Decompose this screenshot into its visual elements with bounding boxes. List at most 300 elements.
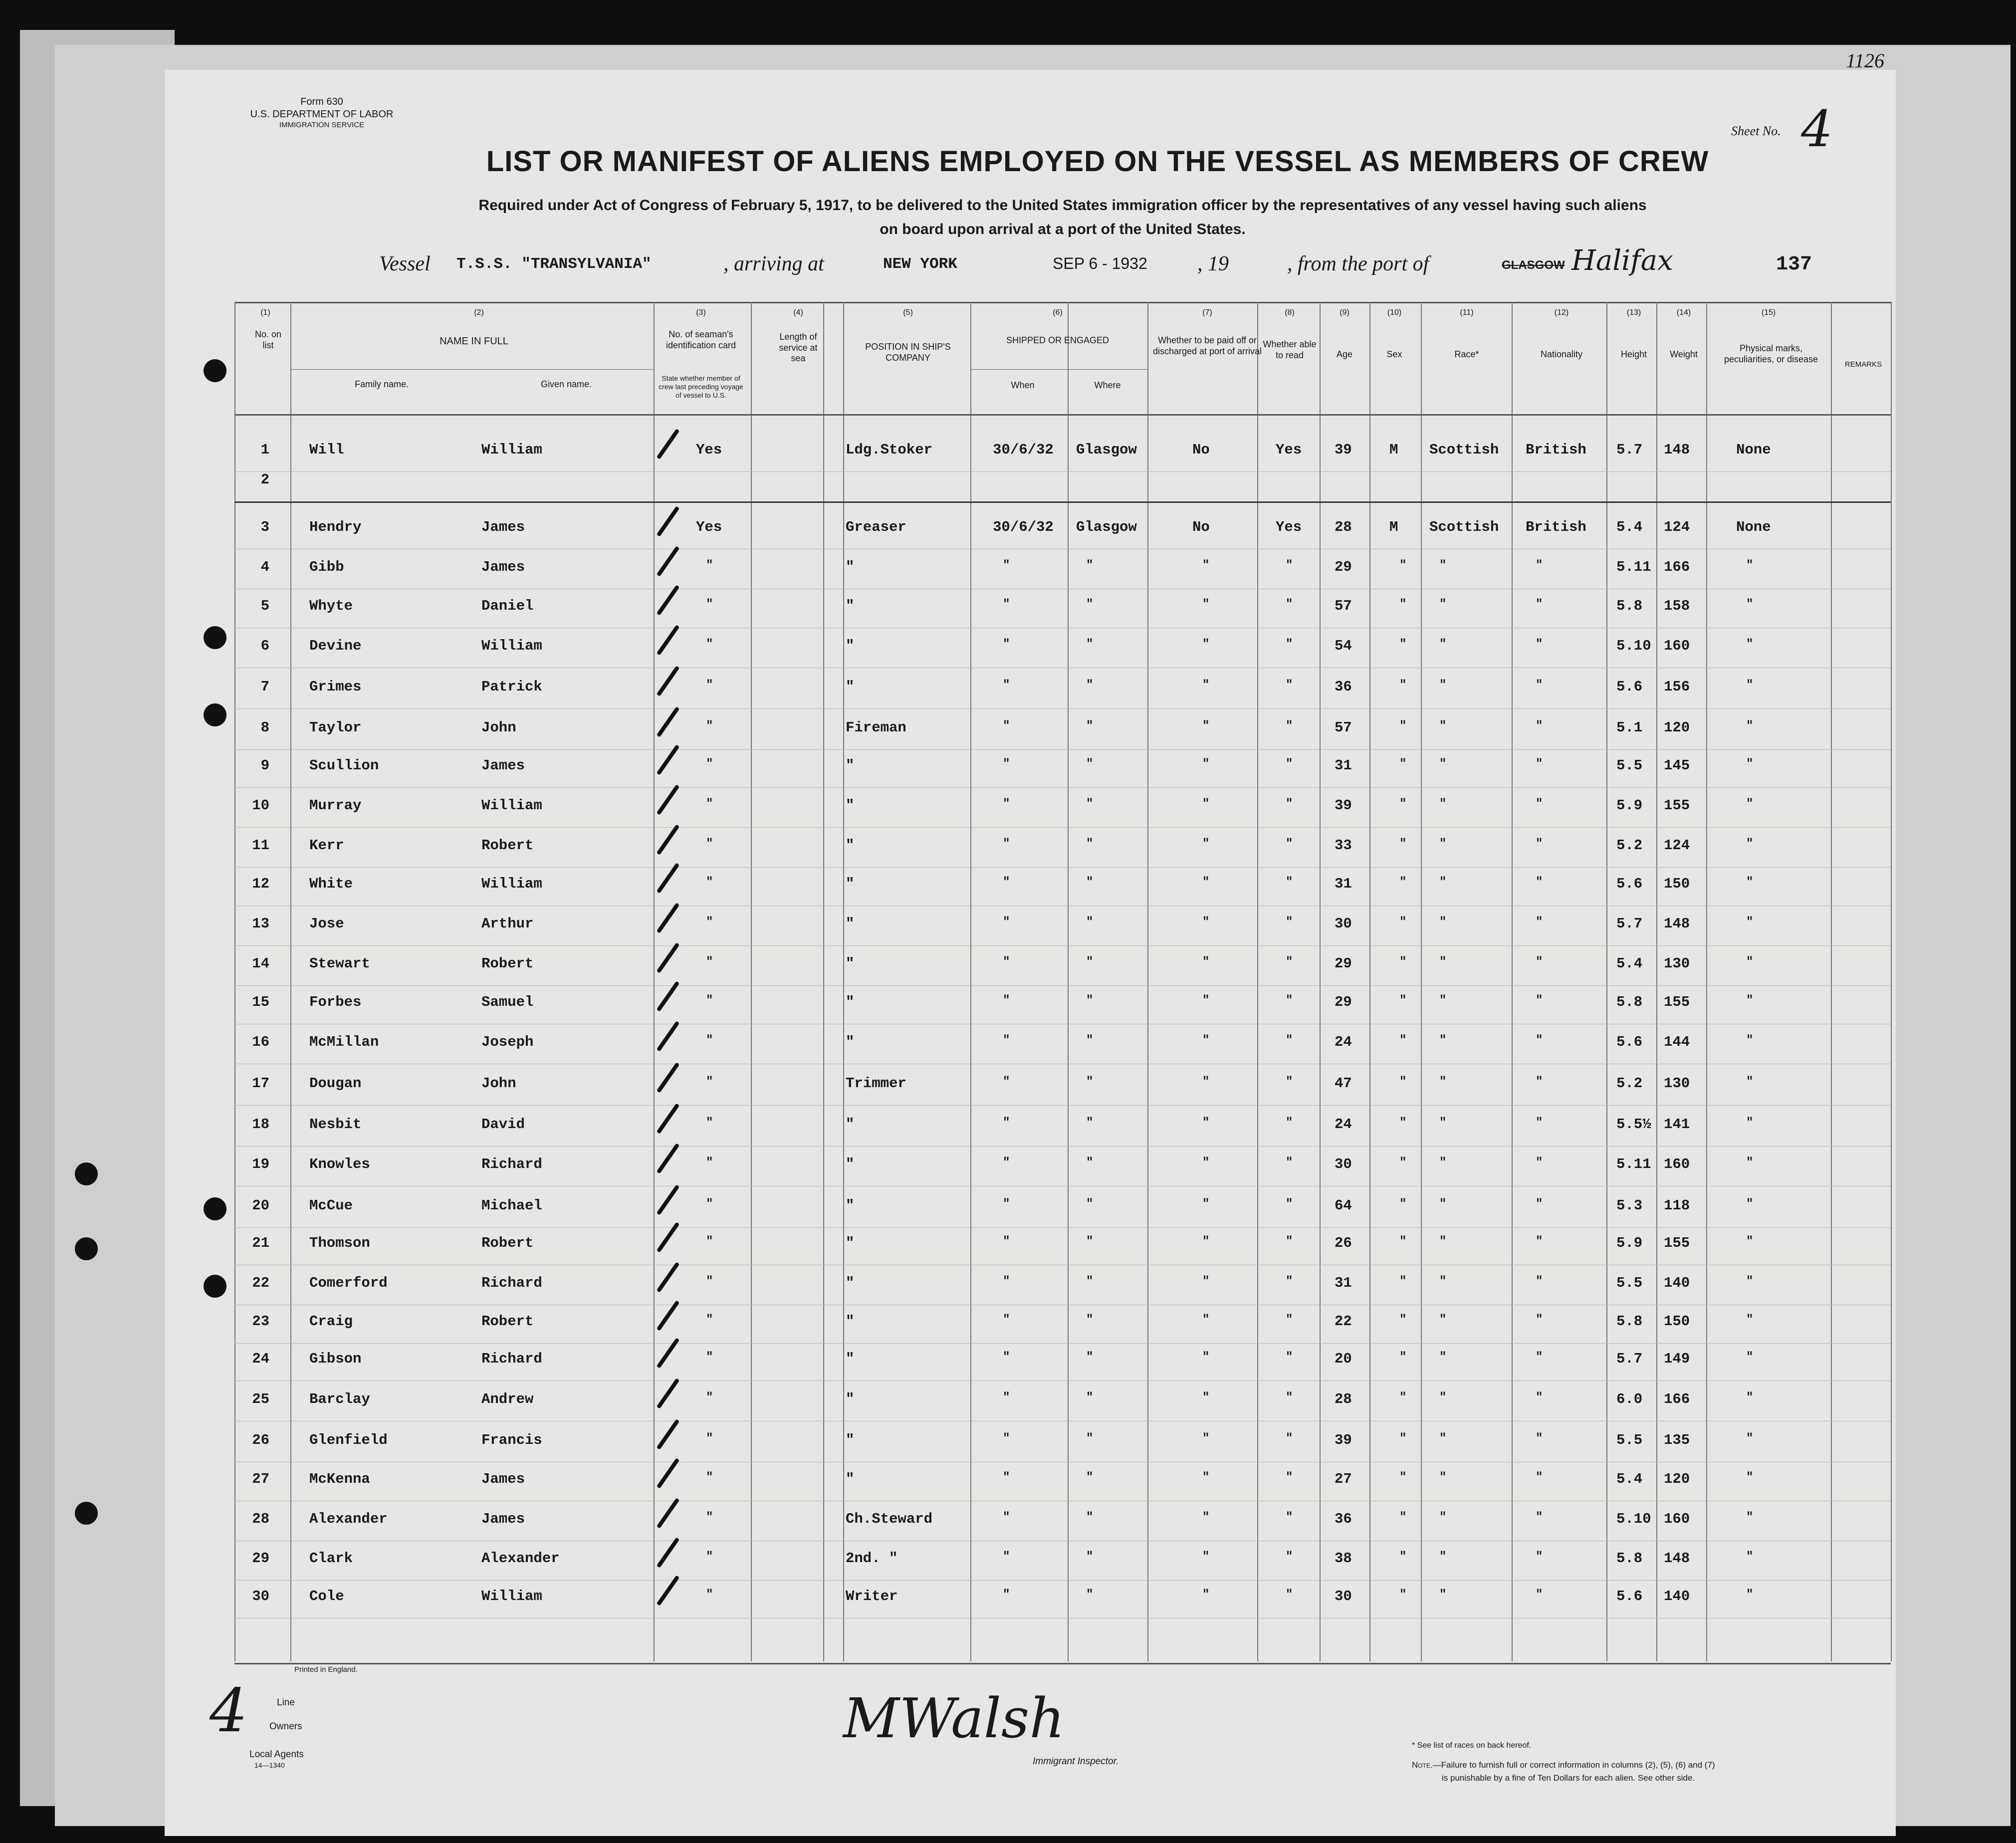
- cell-weight: 140: [1664, 1275, 1690, 1291]
- note-text-2: is punishable by a fine of Ten Dollars for each alien. See other side.: [1442, 1773, 1695, 1783]
- cell-no: 12: [252, 876, 269, 892]
- cell-height: 5.10: [1616, 638, 1651, 654]
- cell-paid: ": [1202, 1351, 1210, 1364]
- cell-sex: ": [1399, 876, 1407, 889]
- cell-sex: ": [1399, 1313, 1407, 1327]
- cell-age: 39: [1335, 442, 1352, 458]
- row-rule: [234, 1227, 1891, 1228]
- cell-family: Thomson: [309, 1235, 370, 1251]
- row-rule: [234, 827, 1891, 828]
- remarks-label: REMARKS: [1844, 360, 1882, 369]
- column-rule: [1257, 302, 1258, 1661]
- cell-family: Grimes: [309, 679, 362, 695]
- cell-given: Alexander: [481, 1550, 560, 1567]
- column-rule: [1147, 302, 1148, 1661]
- cell-height: 5.6: [1616, 1034, 1643, 1050]
- cell-race: ": [1439, 955, 1447, 969]
- cell-nat: ": [1536, 1156, 1543, 1169]
- cell-read: ": [1286, 757, 1293, 771]
- form-header: [239, 96, 404, 130]
- cell-sex: ": [1399, 1075, 1407, 1089]
- cell-race: ": [1439, 719, 1447, 733]
- cell-given: Robert: [481, 1313, 534, 1330]
- cell-height: 5.11: [1616, 1156, 1651, 1172]
- cell-position: ": [846, 876, 855, 892]
- cell-age: 39: [1335, 1432, 1352, 1448]
- cell-position: 2nd. ": [846, 1550, 898, 1567]
- cell-height: 5.10: [1616, 1511, 1651, 1527]
- cell-where: ": [1086, 598, 1094, 611]
- cell-when: ": [1003, 719, 1010, 733]
- cell-where: ": [1086, 797, 1094, 811]
- row-rule: [234, 787, 1891, 788]
- cell-card: ": [706, 719, 713, 733]
- cell-weight: 120: [1664, 1471, 1690, 1487]
- cell-marks: ": [1746, 1351, 1754, 1364]
- from-port-label: , from the port of: [1287, 252, 1429, 275]
- cell-read: ": [1286, 1116, 1293, 1130]
- subtitle-line-2: on board upon arrival at a port of the United States.: [880, 221, 1246, 237]
- cell-age: 28: [1335, 1391, 1352, 1407]
- cell-marks: ": [1746, 1511, 1754, 1524]
- subtitle: [389, 194, 1736, 241]
- cell-card: ": [706, 1034, 713, 1047]
- cell-weight: 156: [1664, 679, 1690, 695]
- vessel-label: Vessel: [379, 252, 431, 275]
- cell-no: 18: [252, 1116, 269, 1133]
- col-13-num: (13): [1626, 308, 1641, 317]
- punch-hole: [204, 1197, 226, 1220]
- cell-card: ": [706, 994, 713, 1007]
- col-1-num: (1): [260, 308, 270, 317]
- cell-position: ": [846, 679, 855, 695]
- cell-given: William: [481, 876, 542, 892]
- cell-sex: ": [1399, 757, 1407, 771]
- cell-no: 24: [252, 1351, 269, 1367]
- col-15-label: Physical marks, peculiarities, or disease: [1724, 343, 1818, 364]
- col-9-label: Age: [1336, 349, 1353, 359]
- cell-no: 27: [252, 1471, 269, 1487]
- cell-weight: 124: [1664, 519, 1690, 535]
- cell-when: ": [1003, 559, 1010, 572]
- cell-paid: ": [1202, 1116, 1210, 1130]
- cell-paid: ": [1202, 1275, 1210, 1288]
- cell-position: Greaser: [846, 519, 906, 535]
- cell-no: 15: [252, 994, 269, 1010]
- cell-nat: ": [1536, 1471, 1543, 1484]
- cell-age: 27: [1335, 1471, 1352, 1487]
- cell-race: ": [1439, 1156, 1447, 1169]
- cell-race: ": [1439, 1235, 1447, 1248]
- manifest-number: 137: [1776, 253, 1812, 276]
- cell-height: 6.0: [1616, 1391, 1643, 1407]
- column-rule: [290, 302, 291, 1661]
- col-10-label: Sex: [1386, 349, 1402, 359]
- cell-family: McCue: [309, 1197, 353, 1214]
- cell-weight: 148: [1664, 916, 1690, 932]
- cell-read: ": [1286, 1034, 1293, 1047]
- cell-given: Michael: [481, 1197, 542, 1214]
- cell-where: ": [1086, 1432, 1094, 1445]
- cell-weight: 141: [1664, 1116, 1690, 1133]
- cell-paid: ": [1202, 916, 1210, 929]
- cell-read: ": [1286, 1391, 1293, 1404]
- cell-given: Richard: [481, 1156, 542, 1172]
- cell-card: ": [706, 1391, 713, 1404]
- cell-card: ": [706, 797, 713, 811]
- cell-marks: ": [1746, 1156, 1754, 1169]
- cell-age: 31: [1335, 876, 1352, 892]
- cell-weight: 120: [1664, 719, 1690, 736]
- cell-read: ": [1286, 1275, 1293, 1288]
- cell-when: ": [1003, 1197, 1010, 1211]
- row-rule: [234, 501, 1891, 503]
- cell-paid: ": [1202, 679, 1210, 692]
- cell-height: 5.4: [1616, 1471, 1643, 1487]
- cell-given: James: [481, 1511, 525, 1527]
- cell-race: ": [1439, 1197, 1447, 1211]
- cell-position: Ldg.Stoker: [846, 442, 933, 458]
- column-rule: [751, 302, 752, 1661]
- punch-hole: [204, 1275, 226, 1298]
- cell-where: ": [1086, 876, 1094, 889]
- cell-weight: 144: [1664, 1034, 1690, 1050]
- cell-age: 38: [1335, 1550, 1352, 1567]
- cell-family: Devine: [309, 638, 362, 654]
- cell-age: 30: [1335, 1588, 1352, 1605]
- service: IMMIGRATION SERVICE: [279, 121, 365, 129]
- cell-given: James: [481, 559, 525, 575]
- owners-label: Owners: [269, 1721, 302, 1732]
- vessel-name: T.S.S. "TRANSYLVANIA": [456, 255, 652, 273]
- cell-card: ": [706, 1075, 713, 1089]
- cell-when: ": [1003, 797, 1010, 811]
- cell-position: Trimmer: [846, 1075, 906, 1092]
- col-5-num: (5): [903, 308, 913, 317]
- cell-age: 20: [1335, 1351, 1352, 1367]
- cell-marks: ": [1746, 994, 1754, 1007]
- cell-height: 5.1: [1616, 719, 1643, 736]
- cell-marks: ": [1746, 1391, 1754, 1404]
- cell-age: 33: [1335, 837, 1352, 854]
- cell-sex: ": [1399, 994, 1407, 1007]
- cell-position: ": [846, 1116, 855, 1133]
- cell-given: Patrick: [481, 679, 542, 695]
- cell-race: ": [1439, 1550, 1447, 1564]
- cell-given: William: [481, 1588, 542, 1605]
- cell-position: ": [846, 559, 855, 575]
- cell-nat: ": [1536, 1351, 1543, 1364]
- cell-when: ": [1003, 679, 1010, 692]
- col-13-label: Height: [1620, 349, 1647, 359]
- cell-when: ": [1003, 1156, 1010, 1169]
- cell-no: 26: [252, 1432, 269, 1448]
- cell-given: Joseph: [481, 1034, 534, 1050]
- cell-race: ": [1439, 1351, 1447, 1364]
- cell-where: Glasgow: [1076, 442, 1137, 458]
- cell-family: Knowles: [309, 1156, 370, 1172]
- cell-card: ": [706, 638, 713, 651]
- cell-race: ": [1439, 1471, 1447, 1484]
- cell-sex: ": [1399, 638, 1407, 651]
- printed-in: Printed in England.: [294, 1665, 358, 1674]
- cell-paid: ": [1202, 1391, 1210, 1404]
- col-4-num: (4): [793, 308, 803, 317]
- cell-marks: ": [1746, 1116, 1754, 1130]
- cell-paid: ": [1202, 559, 1210, 572]
- sheet-number: 4: [1801, 100, 1833, 158]
- cell-paid: ": [1202, 719, 1210, 733]
- cell-family: Alexander: [309, 1511, 388, 1527]
- cell-given: Arthur: [481, 916, 534, 932]
- inspector-label: Immigrant Inspector.: [1033, 1756, 1119, 1767]
- cell-position: ": [846, 1432, 855, 1448]
- cell-race: ": [1439, 559, 1447, 572]
- cell-sex: ": [1399, 797, 1407, 811]
- cell-when: ": [1003, 1275, 1010, 1288]
- cell-nat: ": [1536, 1275, 1543, 1288]
- cell-family: White: [309, 876, 353, 892]
- cell-paid: ": [1202, 1313, 1210, 1327]
- row-rule: [234, 1146, 1891, 1147]
- cell-sex: ": [1399, 1116, 1407, 1130]
- cell-when: ": [1003, 638, 1010, 651]
- cell-where: ": [1086, 1471, 1094, 1484]
- cell-height: 5.5½: [1616, 1116, 1651, 1133]
- row-rule: [234, 471, 1891, 472]
- cell-sex: ": [1399, 1156, 1407, 1169]
- cell-read: ": [1286, 679, 1293, 692]
- cell-read: ": [1286, 1550, 1293, 1564]
- cell-family: Whyte: [309, 598, 353, 614]
- col-11-label: Race*: [1454, 349, 1479, 359]
- cell-weight: 130: [1664, 1075, 1690, 1092]
- col-8-label: Whether able to read: [1263, 339, 1317, 360]
- punch-hole: [204, 359, 226, 382]
- page-title: LIST OR MANIFEST OF ALIENS EMPLOYED ON THE VESSEL AS MEMBERS OF CREW: [486, 145, 1709, 178]
- cell-weight: 166: [1664, 1391, 1690, 1407]
- cell-family: Craig: [309, 1313, 353, 1330]
- cell-when: ": [1003, 1432, 1010, 1445]
- cell-race: ": [1439, 837, 1447, 851]
- cell-where: ": [1086, 638, 1094, 651]
- cell-card: ": [706, 837, 713, 851]
- col-1-label: No. on list: [254, 329, 282, 350]
- punch-hole: [75, 1162, 98, 1185]
- cell-marks: ": [1746, 1588, 1754, 1602]
- cell-position: ": [846, 994, 855, 1010]
- column-rule: [970, 302, 971, 1661]
- cell-family: Kerr: [309, 837, 344, 854]
- cell-nat: ": [1536, 916, 1543, 929]
- cell-nat: ": [1536, 679, 1543, 692]
- cell-weight: 158: [1664, 598, 1690, 614]
- cell-given: David: [481, 1116, 525, 1133]
- header-rule: [290, 369, 654, 370]
- cell-family: Murray: [309, 797, 362, 814]
- cell-no: 14: [252, 955, 269, 972]
- col-2-label: NAME IN FULL: [440, 336, 508, 347]
- cell-weight: 149: [1664, 1351, 1690, 1367]
- cell-marks: ": [1746, 679, 1754, 692]
- cell-height: 5.3: [1616, 1197, 1643, 1214]
- note-label: Note.: [1412, 1760, 1433, 1770]
- cell-where: ": [1086, 1197, 1094, 1211]
- cell-weight: 160: [1664, 1511, 1690, 1527]
- cell-read: Yes: [1276, 442, 1302, 458]
- cell-sex: ": [1399, 916, 1407, 929]
- cell-given: Robert: [481, 1235, 534, 1251]
- cell-card: ": [706, 679, 713, 692]
- cell-given: Andrew: [481, 1391, 534, 1407]
- form-number: Form 630: [300, 96, 343, 107]
- cell-read: ": [1286, 1432, 1293, 1445]
- cell-position: ": [846, 1391, 855, 1407]
- cell-nat: ": [1536, 955, 1543, 969]
- cell-height: 5.6: [1616, 1588, 1643, 1605]
- cell-family: Stewart: [309, 955, 370, 972]
- cell-when: ": [1003, 1116, 1010, 1130]
- cell-given: Robert: [481, 837, 534, 854]
- agents-number: 14—1340: [254, 1761, 285, 1769]
- cell-no: 25: [252, 1391, 269, 1407]
- cell-paid: ": [1202, 797, 1210, 811]
- cell-race: ": [1439, 598, 1447, 611]
- cell-nat: ": [1536, 638, 1543, 651]
- cell-given: Richard: [481, 1275, 542, 1291]
- cell-marks: ": [1746, 1034, 1754, 1047]
- cell-card: ": [706, 598, 713, 611]
- cell-no: 3: [260, 519, 269, 535]
- cell-paid: No: [1192, 442, 1210, 458]
- cell-card: ": [706, 916, 713, 929]
- cell-read: Yes: [1276, 519, 1302, 535]
- cell-no: 5: [260, 598, 269, 614]
- cell-card: ": [706, 1511, 713, 1524]
- cell-where: ": [1086, 994, 1094, 1007]
- cell-marks: ": [1746, 1550, 1754, 1564]
- cell-position: ": [846, 1197, 855, 1214]
- cell-height: 5.7: [1616, 1351, 1643, 1367]
- cell-marks: ": [1746, 1313, 1754, 1327]
- department: U.S. DEPARTMENT OF LABOR: [250, 109, 394, 120]
- cell-height: 5.7: [1616, 442, 1643, 458]
- row-rule: [234, 985, 1891, 986]
- cell-given: John: [481, 719, 516, 736]
- cell-weight: 160: [1664, 638, 1690, 654]
- cell-family: Hendry: [309, 519, 362, 535]
- cell-where: ": [1086, 1275, 1094, 1288]
- cell-nat: ": [1536, 757, 1543, 771]
- cell-nat: ": [1536, 1391, 1543, 1404]
- cell-sex: M: [1389, 519, 1398, 535]
- cell-position: ": [846, 1275, 855, 1291]
- cell-nat: ": [1536, 719, 1543, 733]
- cell-position: Ch.Steward: [846, 1511, 933, 1527]
- cell-family: Gibson: [309, 1351, 362, 1367]
- cell-weight: 155: [1664, 797, 1690, 814]
- corner-number: 1126: [1846, 49, 1885, 72]
- cell-family: McMillan: [309, 1034, 379, 1050]
- cell-marks: ": [1746, 757, 1754, 771]
- cell-age: 47: [1335, 1075, 1352, 1092]
- cell-when: ": [1003, 837, 1010, 851]
- cell-when: 30/6/32: [993, 519, 1054, 535]
- col-6-num: (6): [1053, 308, 1063, 317]
- cell-race: ": [1439, 1588, 1447, 1602]
- cell-marks: ": [1746, 797, 1754, 811]
- cell-height: 5.2: [1616, 837, 1643, 854]
- cell-sex: ": [1399, 719, 1407, 733]
- cell-race: ": [1439, 876, 1447, 889]
- cell-where: ": [1086, 559, 1094, 572]
- note-text: —Failure to furnish full or correct information in columns (2), (5), (6) and (7): [1432, 1760, 1715, 1770]
- cell-family: Clark: [309, 1550, 353, 1567]
- row-rule: [234, 867, 1891, 868]
- cell-when: ": [1003, 1313, 1010, 1327]
- cell-weight: 130: [1664, 955, 1690, 972]
- col-10-num: (10): [1387, 308, 1402, 317]
- cell-when: 30/6/32: [993, 442, 1054, 458]
- cell-marks: ": [1746, 719, 1754, 733]
- cell-height: 5.6: [1616, 679, 1643, 695]
- cell-paid: ": [1202, 1034, 1210, 1047]
- cell-marks: ": [1746, 876, 1754, 889]
- cell-race: Scottish: [1429, 519, 1499, 535]
- cell-paid: ": [1202, 638, 1210, 651]
- cell-when: ": [1003, 1235, 1010, 1248]
- cell-card: ": [706, 876, 713, 889]
- punch-hole: [75, 1237, 98, 1260]
- cell-age: 28: [1335, 519, 1352, 535]
- cell-position: ": [846, 1471, 855, 1487]
- punch-hole: [204, 626, 226, 649]
- col-6-where: Where: [1094, 380, 1121, 390]
- cell-when: ": [1003, 1034, 1010, 1047]
- cell-nat: ": [1536, 1116, 1543, 1130]
- cell-weight: 160: [1664, 1156, 1690, 1172]
- cell-race: ": [1439, 1313, 1447, 1327]
- cell-position: Fireman: [846, 719, 906, 736]
- cell-nat: ": [1536, 1034, 1543, 1047]
- cell-height: 5.4: [1616, 519, 1643, 535]
- cell-paid: ": [1202, 1432, 1210, 1445]
- cell-nat: ": [1536, 598, 1543, 611]
- subtitle-line-1: Required under Act of Congress of February 5, 1917, to be delivered to the United States immigration officer by the representatives of any vessel having such aliens: [478, 197, 1647, 214]
- cell-position: ": [846, 1235, 855, 1251]
- col-14-num: (14): [1676, 308, 1691, 317]
- cell-nat: ": [1536, 1432, 1543, 1445]
- cell-age: 54: [1335, 638, 1352, 654]
- col-6-label: SHIPPED OR ENGAGED: [1006, 335, 1110, 345]
- from-port-handwritten: Halifax: [1571, 244, 1673, 277]
- cell-marks: ": [1746, 1075, 1754, 1089]
- cell-sex: ": [1399, 1550, 1407, 1564]
- cell-no: 21: [252, 1235, 269, 1251]
- cell-family: Will: [309, 442, 344, 458]
- cell-sex: ": [1399, 955, 1407, 969]
- cell-height: 5.9: [1616, 797, 1643, 814]
- cell-where: Glasgow: [1076, 519, 1137, 535]
- cell-nat: British: [1526, 519, 1586, 535]
- cell-paid: ": [1202, 1471, 1210, 1484]
- cell-paid: ": [1202, 1511, 1210, 1524]
- cell-when: ": [1003, 1588, 1010, 1602]
- cell-no: 17: [252, 1075, 269, 1092]
- cell-given: Samuel: [481, 994, 534, 1010]
- cell-given: Richard: [481, 1351, 542, 1367]
- col-5-label: POSITION IN SHIP'S COMPANY: [865, 342, 951, 363]
